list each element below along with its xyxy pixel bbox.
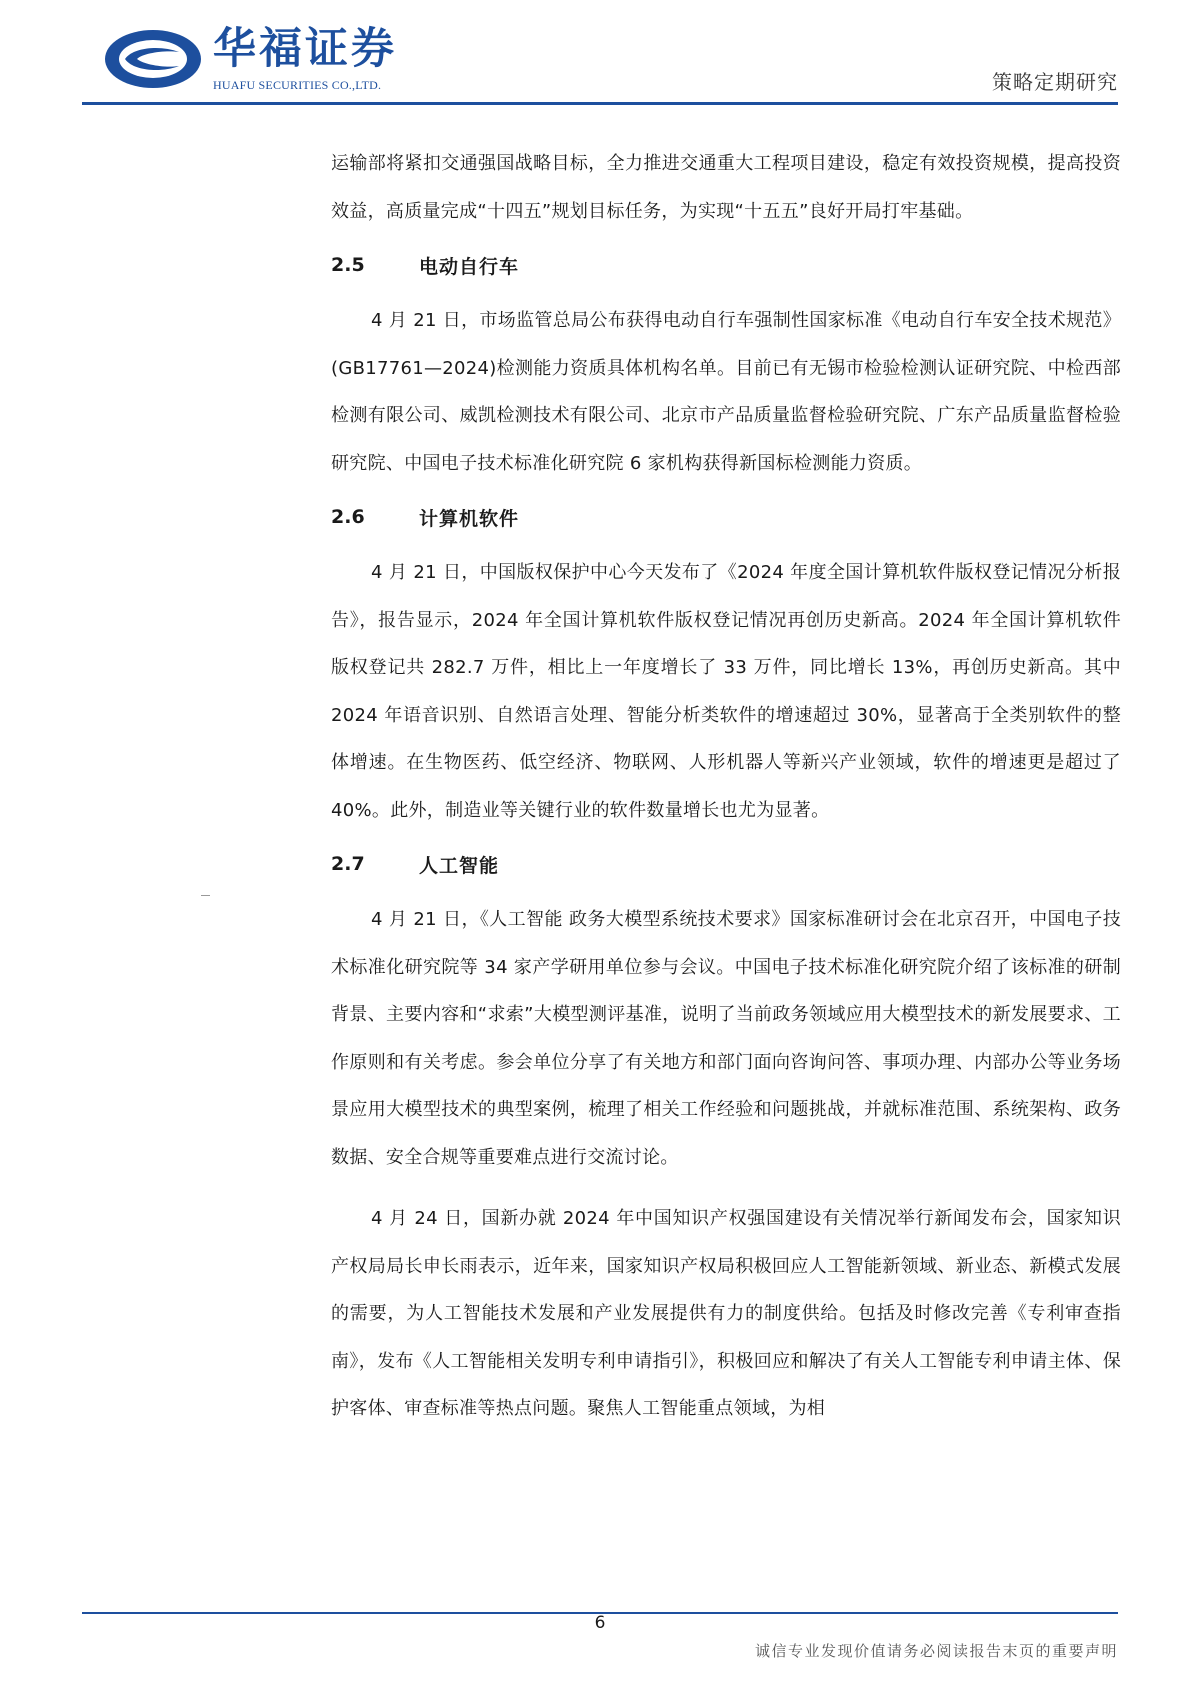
margin-mark	[201, 895, 210, 896]
document-body	[331, 140, 1121, 1433]
section-title: 电动自行车	[419, 255, 520, 278]
body-paragraph: 4 月 21 日，中国版权保护中心今天发布了《2024 年度全国计算机软件版权登记情况分析报告》，报告显示，2024 年全国计算机软件版权登记情况再创历史新高。2024 年全国计算机软件版权登记共 282.7 万件，相比上一年度增长了 33 万件，同比增长 13%，再创历史新高。其中 2024 年语音识别、自然语言处理、智能分析类软件的增速超过 30%，显著高于全类别软件的整体增速。在生物医药、低空经济、物联网、人形机器人等新兴产业领域，软件的增速更是超过了 40%。此外，制造业等关键行业的软件数量增长也尤为显著。	[331, 562, 1121, 821]
company-logo-icon	[103, 28, 203, 90]
logo-english-name: HUAFU SECURITIES CO.,LTD.	[213, 78, 382, 92]
section-number: 2.7	[331, 853, 365, 875]
header-divider	[82, 102, 1118, 105]
section-heading	[331, 497, 1121, 537]
body-paragraph: 4 月 21 日，市场监管总局公布获得电动自行车强制性国家标准《电动自行车安全技术规范》(GB17761—2024)检测能力资质具体机构名单。目前已有无锡市检验检测认证研究院、中检西部检测有限公司、威凯检测技术有限公司、北京市产品质量监督检验研究院、广东产品质量监督检验研究院、中国电子技术标准化研究院 6 家机构获得新国标检测能力资质。	[331, 310, 1121, 474]
section-heading	[331, 245, 1121, 285]
page-number: 6	[594, 1613, 606, 1633]
intro-paragraph: 运输部将紧扣交通强国战略目标，全力推进交通重大工程项目建设，稳定有效投资规模，提高投资效益，高质量完成“十四五”规划目标任务，为实现“十五五”良好开局打牢基础。	[331, 153, 1121, 222]
report-type-label: 策略定期研究	[992, 70, 1118, 94]
section-number: 2.6	[331, 506, 365, 528]
body-paragraph: 4 月 24 日，国新办就 2024 年中国知识产权强国建设有关情况举行新闻发布会，国家知识产权局局长申长雨表示，近年来，国家知识产权局积极回应人工智能新领域、新业态、新模式发展的需要，为人工智能技术发展和产业发展提供有力的制度供给。包括及时修改完善《专利审查指南》，发布《人工智能相关发明专利申请指引》，积极回应和解决了有关人工智能专利申请主体、保护客体、审查标准等热点问题。聚焦人工智能重点领域，为相	[331, 1208, 1121, 1419]
body-paragraph: 4 月 21 日，《人工智能 政务大模型系统技术要求》国家标准研讨会在北京召开，中国电子技术标准化研究院等 34 家产学研用单位参与会议。中国电子技术标准化研究院介绍了该标准的研制背景、主要内容和“求索”大模型测评基准，说明了当前政务领域应用大模型技术的新发展要求、工作原则和有关考虑。参会单位分享了有关地方和部门面向咨询问答、事项办理、内部办公等业务场景应用大模型技术的典型案例，梳理了相关工作经验和问题挑战，并就标准范围、系统架构、政务数据、安全合规等重要难点进行交流讨论。	[331, 909, 1121, 1168]
section-title: 计算机软件	[419, 507, 520, 530]
section-heading	[331, 844, 1121, 884]
logo-chinese-name: 华福证券	[213, 24, 397, 74]
section-title: 人工智能	[419, 854, 500, 877]
footer-disclaimer: 诚信专业发现价值请务必阅读报告末页的重要声明	[754, 1642, 1118, 1660]
section-number: 2.5	[331, 254, 365, 276]
